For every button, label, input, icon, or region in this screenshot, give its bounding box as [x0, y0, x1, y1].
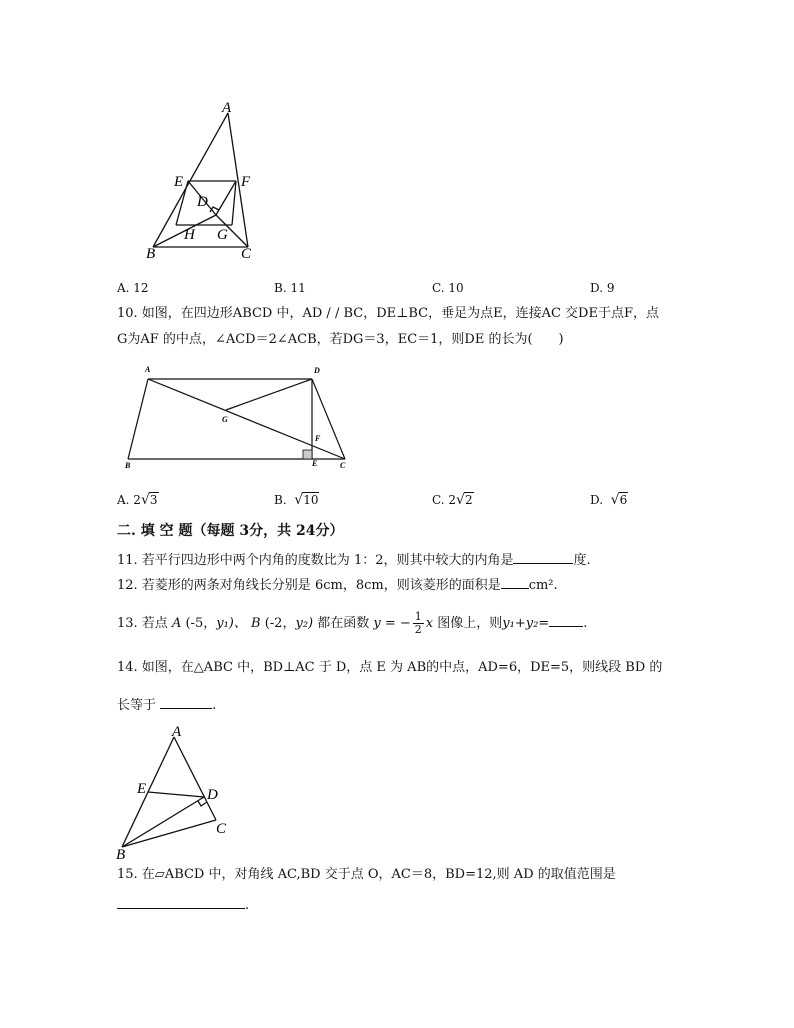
- radical-sign-icon: √: [140, 492, 150, 508]
- fig14-label-d: D: [207, 787, 218, 803]
- q10-option-b: [274, 492, 319, 508]
- q13-text-end: 图像上，则: [433, 616, 503, 631]
- q9-option-a: A. 12: [117, 281, 149, 295]
- q13-sum: y₁+y₂=: [502, 616, 550, 631]
- q10-option-c-radicand: 2: [464, 493, 473, 507]
- q11-answer-blank[interactable]: [513, 551, 573, 564]
- q9-option-d: D. 9: [590, 281, 615, 295]
- q13-text-mid: 都在函数: [313, 616, 374, 631]
- fig10-label-e: E: [312, 459, 318, 468]
- q10-option-b-prefix: B.: [274, 493, 287, 507]
- q13-fraction-denominator: 2: [414, 623, 422, 636]
- q10-option-b-radicand: 10: [303, 493, 319, 507]
- q12-text: 12. 若菱形的两条对角线长分别是 6cm，8cm，则该菱形的面积是: [117, 578, 501, 593]
- q9-option-c: C. 10: [432, 281, 464, 295]
- fig14-label-b: B: [116, 847, 126, 862]
- q13-answer-blank[interactable]: [549, 614, 583, 627]
- fig14-label-a: A: [172, 724, 182, 740]
- q13-fraction-numerator: 1: [414, 610, 422, 623]
- q12-answer-blank[interactable]: [501, 576, 529, 589]
- q10-option-c-prefix: C. 2: [432, 493, 457, 507]
- q10-option-d-radicand: 6: [619, 493, 628, 507]
- q10-option-a-radicand: 3: [149, 493, 158, 507]
- q9-option-b: B. 11: [274, 281, 306, 295]
- q15-line1: 15. 在▱ABCD 中，对角线 AC,BD 交于点 O，AC＝8，BD=12,则 AD 的取值范围是: [117, 867, 616, 882]
- fig9-label-f: F: [241, 174, 251, 190]
- q13-func-eq: = −: [380, 616, 411, 631]
- fig9-label-e: E: [174, 174, 184, 190]
- radical-sign-icon: √: [610, 492, 620, 508]
- q12: [117, 576, 558, 594]
- q13-func-y: y: [373, 616, 381, 631]
- q13-text: 13. 若点: [117, 616, 168, 631]
- q13-fraction: [413, 611, 424, 636]
- q13-func-x: x: [425, 616, 434, 631]
- q10-line2: G为AF 的中点，∠ACD＝2∠ACB，若DG＝3，EC＝1，则DE 的长为( ): [117, 332, 564, 347]
- radical-sign-icon: √: [456, 492, 465, 508]
- q13-y2: y₂): [295, 616, 314, 631]
- q14-period: .: [212, 698, 217, 713]
- fig10-label-g: G: [222, 415, 228, 424]
- q13-period: .: [583, 616, 588, 631]
- q13-point-b-coord: (-2，: [264, 616, 296, 631]
- q10-option-a-prefix: A. 2: [117, 493, 141, 507]
- radical-sign-icon: √: [294, 492, 304, 508]
- q10-option-d-prefix: D.: [590, 493, 604, 507]
- q15-answer-blank[interactable]: [117, 896, 245, 909]
- q11-text: 11. 若平行四边形中两个内角的度数比为 1：2，则其中较大的内角是: [117, 553, 514, 568]
- fig9-label-d: D: [197, 194, 208, 210]
- q14-line2: [117, 696, 216, 714]
- q15-line2: [117, 896, 249, 914]
- q14-line1: 14. 如图，在△ABC 中，BD⊥AC 于 D，点 E 为 AB的中点，AD=6，DE=5，则线段 BD 的: [117, 660, 663, 675]
- q13-y1: y₁)、: [216, 616, 247, 631]
- fig9-label-a: A: [222, 100, 232, 116]
- fig14-label-e: E: [137, 781, 147, 797]
- q13-point-a: A: [171, 616, 182, 631]
- q12-unit: cm².: [528, 578, 558, 593]
- q10-option-a: [117, 492, 159, 508]
- fig9-label-c: C: [241, 246, 252, 262]
- fig10-label-a: A: [145, 365, 151, 374]
- fig9-label-b: B: [146, 246, 156, 262]
- fig9-label-h: H: [184, 227, 195, 243]
- q13: [117, 611, 587, 636]
- figure-q14: [110, 722, 235, 862]
- q14-answer-blank[interactable]: [160, 696, 212, 709]
- fig10-label-b: B: [125, 461, 131, 470]
- q11-text-end: 度.: [573, 553, 591, 568]
- q10-option-d: [590, 492, 628, 508]
- q15-period: .: [245, 898, 250, 913]
- q13-point-a-coord: (-5，: [185, 616, 217, 631]
- q14-line2-text: 长等于: [117, 698, 157, 713]
- q10-option-c: [432, 492, 474, 508]
- q13-point-b: B: [251, 616, 261, 631]
- fig9-label-g: G: [217, 227, 228, 243]
- fig10-label-d: D: [314, 366, 320, 375]
- q10-line1: 10. 如图，在四边形ABCD 中，AD / / BC，DE⊥BC，垂足为点E，连接AC 交DE于点F，点: [117, 306, 659, 321]
- figure-q10: [115, 362, 365, 477]
- q11: [117, 551, 591, 569]
- section-heading: 二. 填 空 题（每题 3分，共 24分）: [117, 523, 344, 539]
- figure-q9: [140, 95, 280, 265]
- fig14-label-c: C: [216, 821, 227, 837]
- fig10-label-c: C: [340, 461, 346, 470]
- fig10-label-f: F: [315, 434, 321, 443]
